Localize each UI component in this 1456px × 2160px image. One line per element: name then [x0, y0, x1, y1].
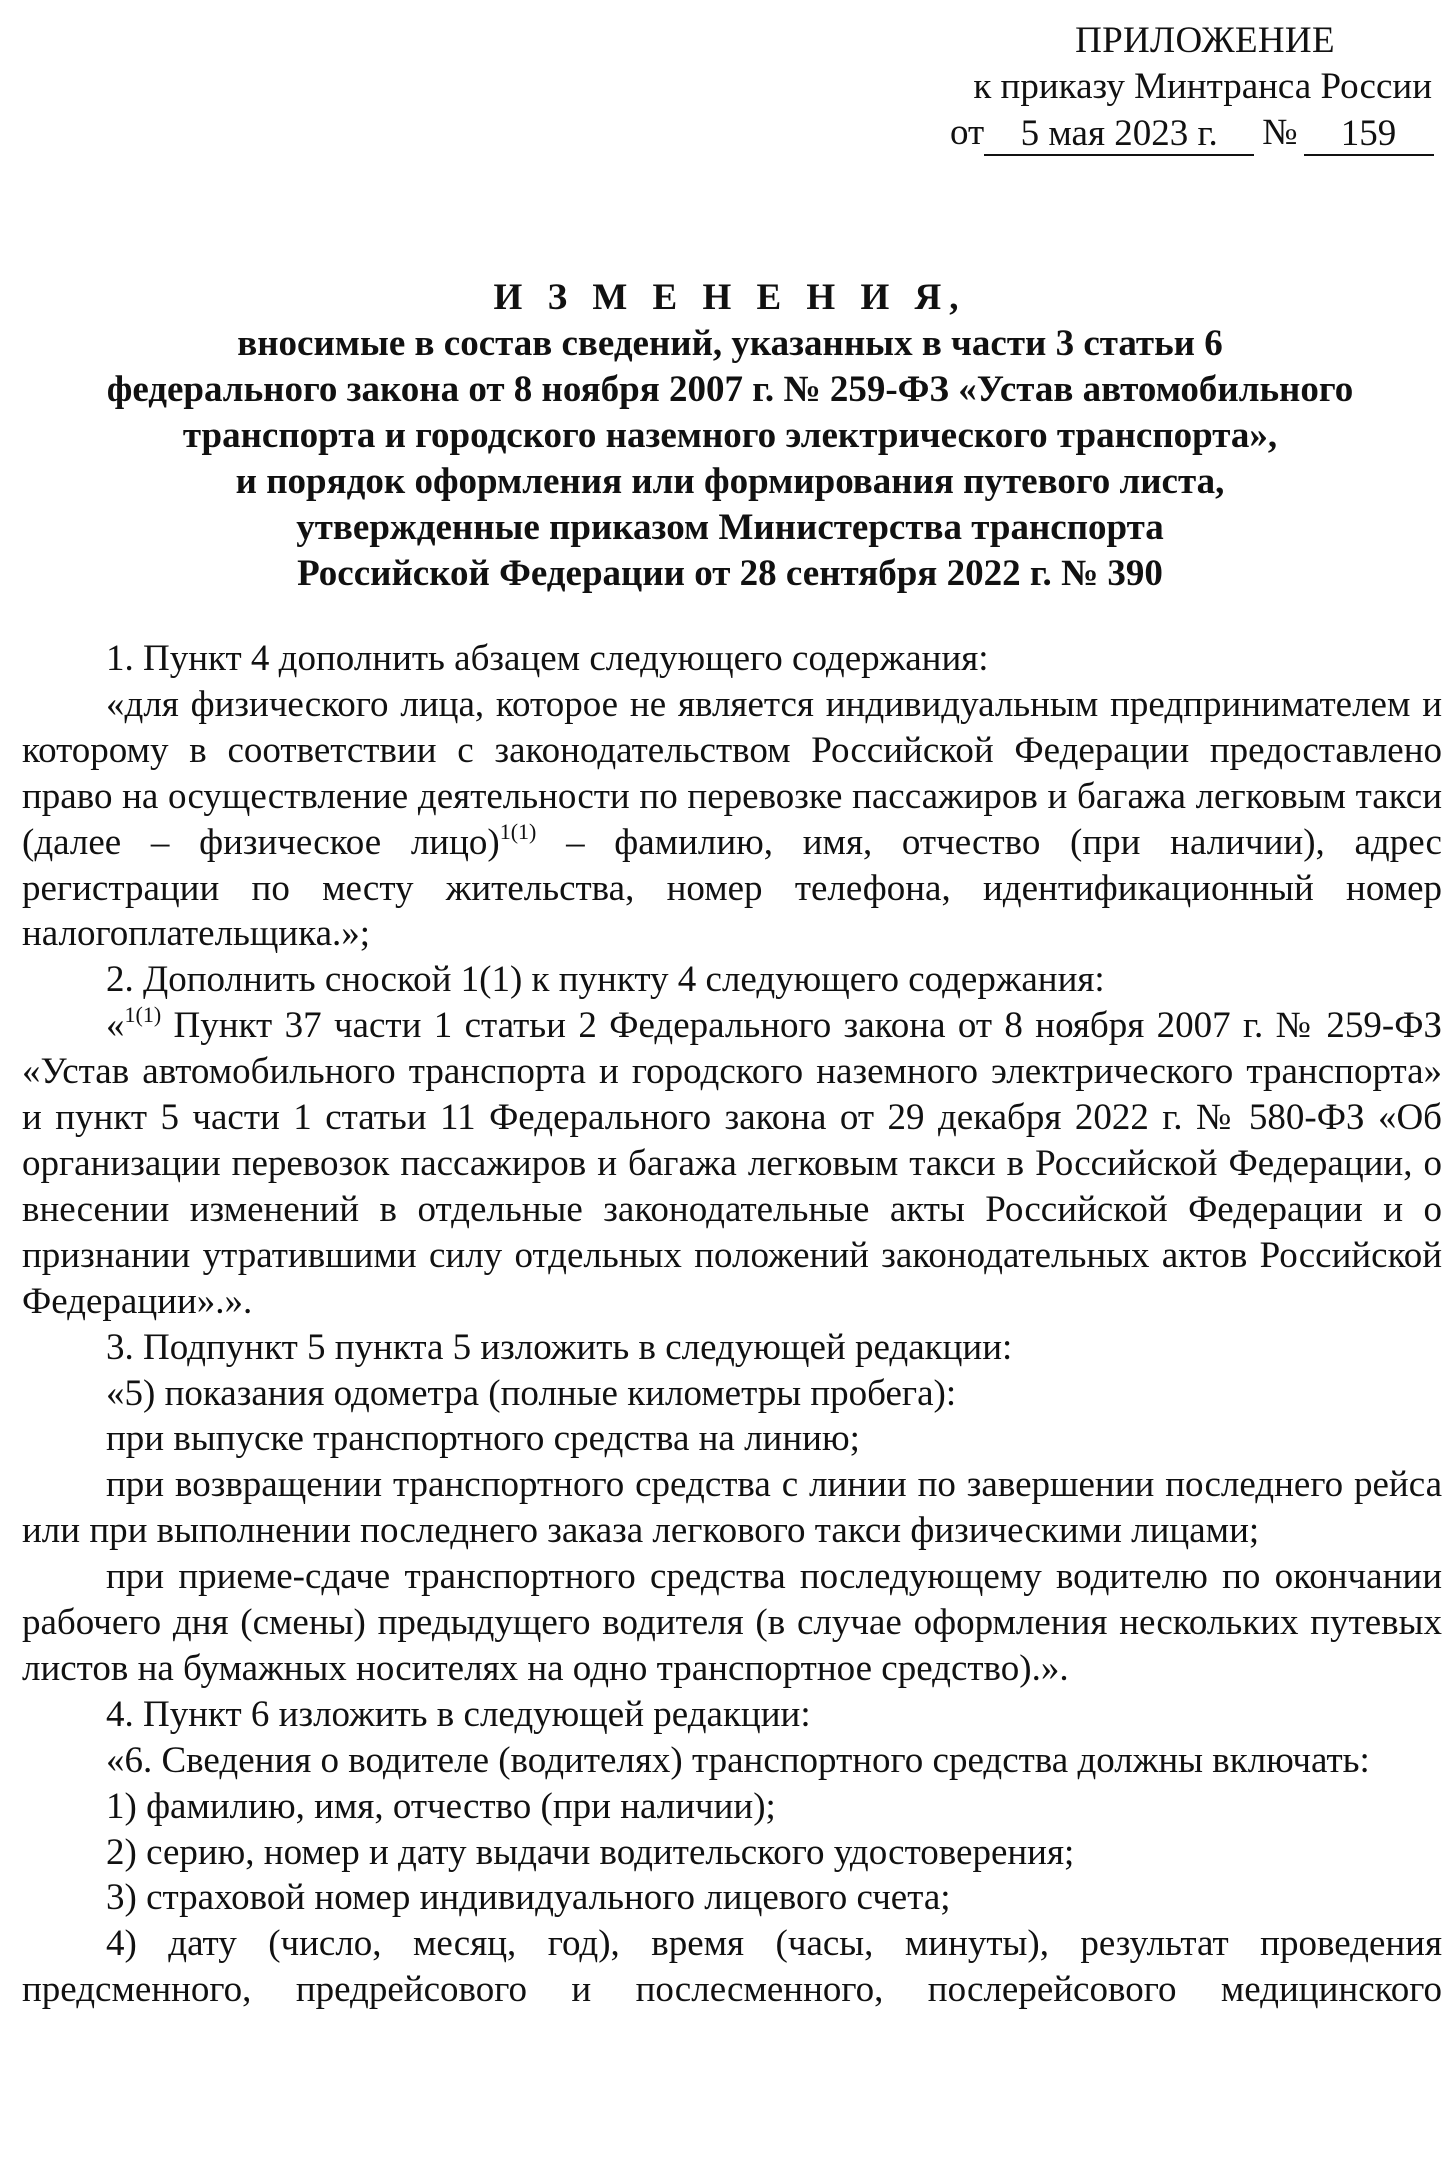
- paragraph-9: при приеме-сдаче транспортного средства последующему водителю по окончании рабочего дня (смены) предыдущего водителя (в случае оформления нескольких путевых листов на бумажных носителях на одно транспортное средство).».: [22, 1556, 1442, 1689]
- paragraph-15: 4) дату (число, месяц, год), время (часы, минуты), результат проведения предсменного, предрейсового и послесменного, послерейсового медицинского: [22, 1923, 1442, 2011]
- document-body: [22, 636, 1442, 2013]
- paragraph-4-text: Пункт 37 части 1 статьи 2 Федерального закона от 8 ноября 2007 г. № 259-ФЗ «Устав автомобильного транспорта и городского наземного электрического транспорта» и пункт 5 части 1 статьи 11 Федерального закона от 29 декабря 2022 г. № 580-ФЗ «Об организации перевозок пассажиров и багажа легковым такси в Российской Федерации, о внесении изменений в отдельные законодательные акты Российской Федерации и о признании утратившими силу отдельных положений законодательных актов Российской Федерации».».: [22, 1005, 1442, 1322]
- paragraph-11: «6. Сведения о водителе (водителях) транспортного средства должны включать:: [106, 1739, 1370, 1781]
- paragraph-6: «5) показания одометра (полные километры пробега):: [106, 1372, 957, 1414]
- from-label: от: [950, 112, 985, 153]
- number-label: №: [1262, 112, 1298, 153]
- paragraph-10: 4. Пункт 6 изложить в следующей редакции:: [106, 1693, 811, 1735]
- title-line-2: вносимые в состав сведений, указанных в части 3 статьи 6: [237, 323, 1223, 364]
- paragraph-5: 3. Подпункт 5 пункта 5 изложить в следующей редакции:: [106, 1326, 1013, 1368]
- paragraph-1: 1. Пункт 4 дополнить абзацем следующего содержания:: [106, 638, 989, 679]
- title-line-7: Российской Федерации от 28 сентября 2022 г. № 390: [297, 553, 1163, 594]
- title-line-3: федерального закона от 8 ноября 2007 г. № 259-ФЗ «Устав автомобильного: [106, 369, 1354, 410]
- paragraph-4: [22, 1003, 1442, 1324]
- title-line-1: И З М Е Н Е Н И Я,: [493, 277, 967, 318]
- paragraph-14: 3) страховой номер индивидуального лицевого счета;: [106, 1877, 951, 1919]
- appendix-header: [950, 18, 1440, 156]
- paragraph-3: 2. Дополнить сноской 1(1) к пункту 4 следующего содержания:: [106, 959, 1105, 1001]
- footnote-ref: 1(1): [499, 818, 537, 844]
- appendix-title: ПРИЛОЖЕНИЕ: [1075, 20, 1335, 61]
- title-line-5: и порядок оформления или формирования путевого листа,: [235, 461, 1225, 502]
- paragraph-7: при выпуске транспортного средства на линию;: [106, 1418, 860, 1460]
- document-title: [40, 275, 1420, 597]
- paragraph-2-text-a: «для физического лица, которое не является индивидуальным предпринимателем и которому в соответствии с законодательством Российской Федерации предоставлено право на осуществление деятельности по перевозке пассажиров и багажа легковым такси (далее – физическое лицо): [22, 683, 1442, 863]
- paragraph-12: 1) фамилию, имя, отчество (при наличии);: [106, 1785, 776, 1827]
- order-date: 5 мая 2023 г.: [984, 114, 1254, 156]
- paragraph-2-text-b: – фамилию, имя, отчество (при наличии), адрес регистрации по месту жительства, номер телефона, идентификационный номер налогоплательщика.»;: [22, 821, 1442, 955]
- title-line-4: транспорта и городского наземного электрического транспорта»,: [182, 415, 1278, 456]
- order-reference: к приказу Минтранса России: [973, 66, 1432, 107]
- order-number: 159: [1304, 114, 1434, 156]
- title-line-6: утвержденные приказом Министерства транспорта: [296, 507, 1164, 548]
- paragraph-2: [22, 682, 1442, 957]
- paragraph-13: 2) серию, номер и дату выдачи водительского удостоверения;: [106, 1831, 1075, 1873]
- paragraph-4-quote: «: [106, 1005, 125, 1047]
- footnote-mark: 1(1): [124, 1002, 162, 1028]
- paragraph-8: при возвращении транспортного средства с линии по завершении последнего рейса или при выполнении последнего заказа легкового такси физическими лицами;: [22, 1464, 1442, 1552]
- order-date-number: [950, 110, 1440, 156]
